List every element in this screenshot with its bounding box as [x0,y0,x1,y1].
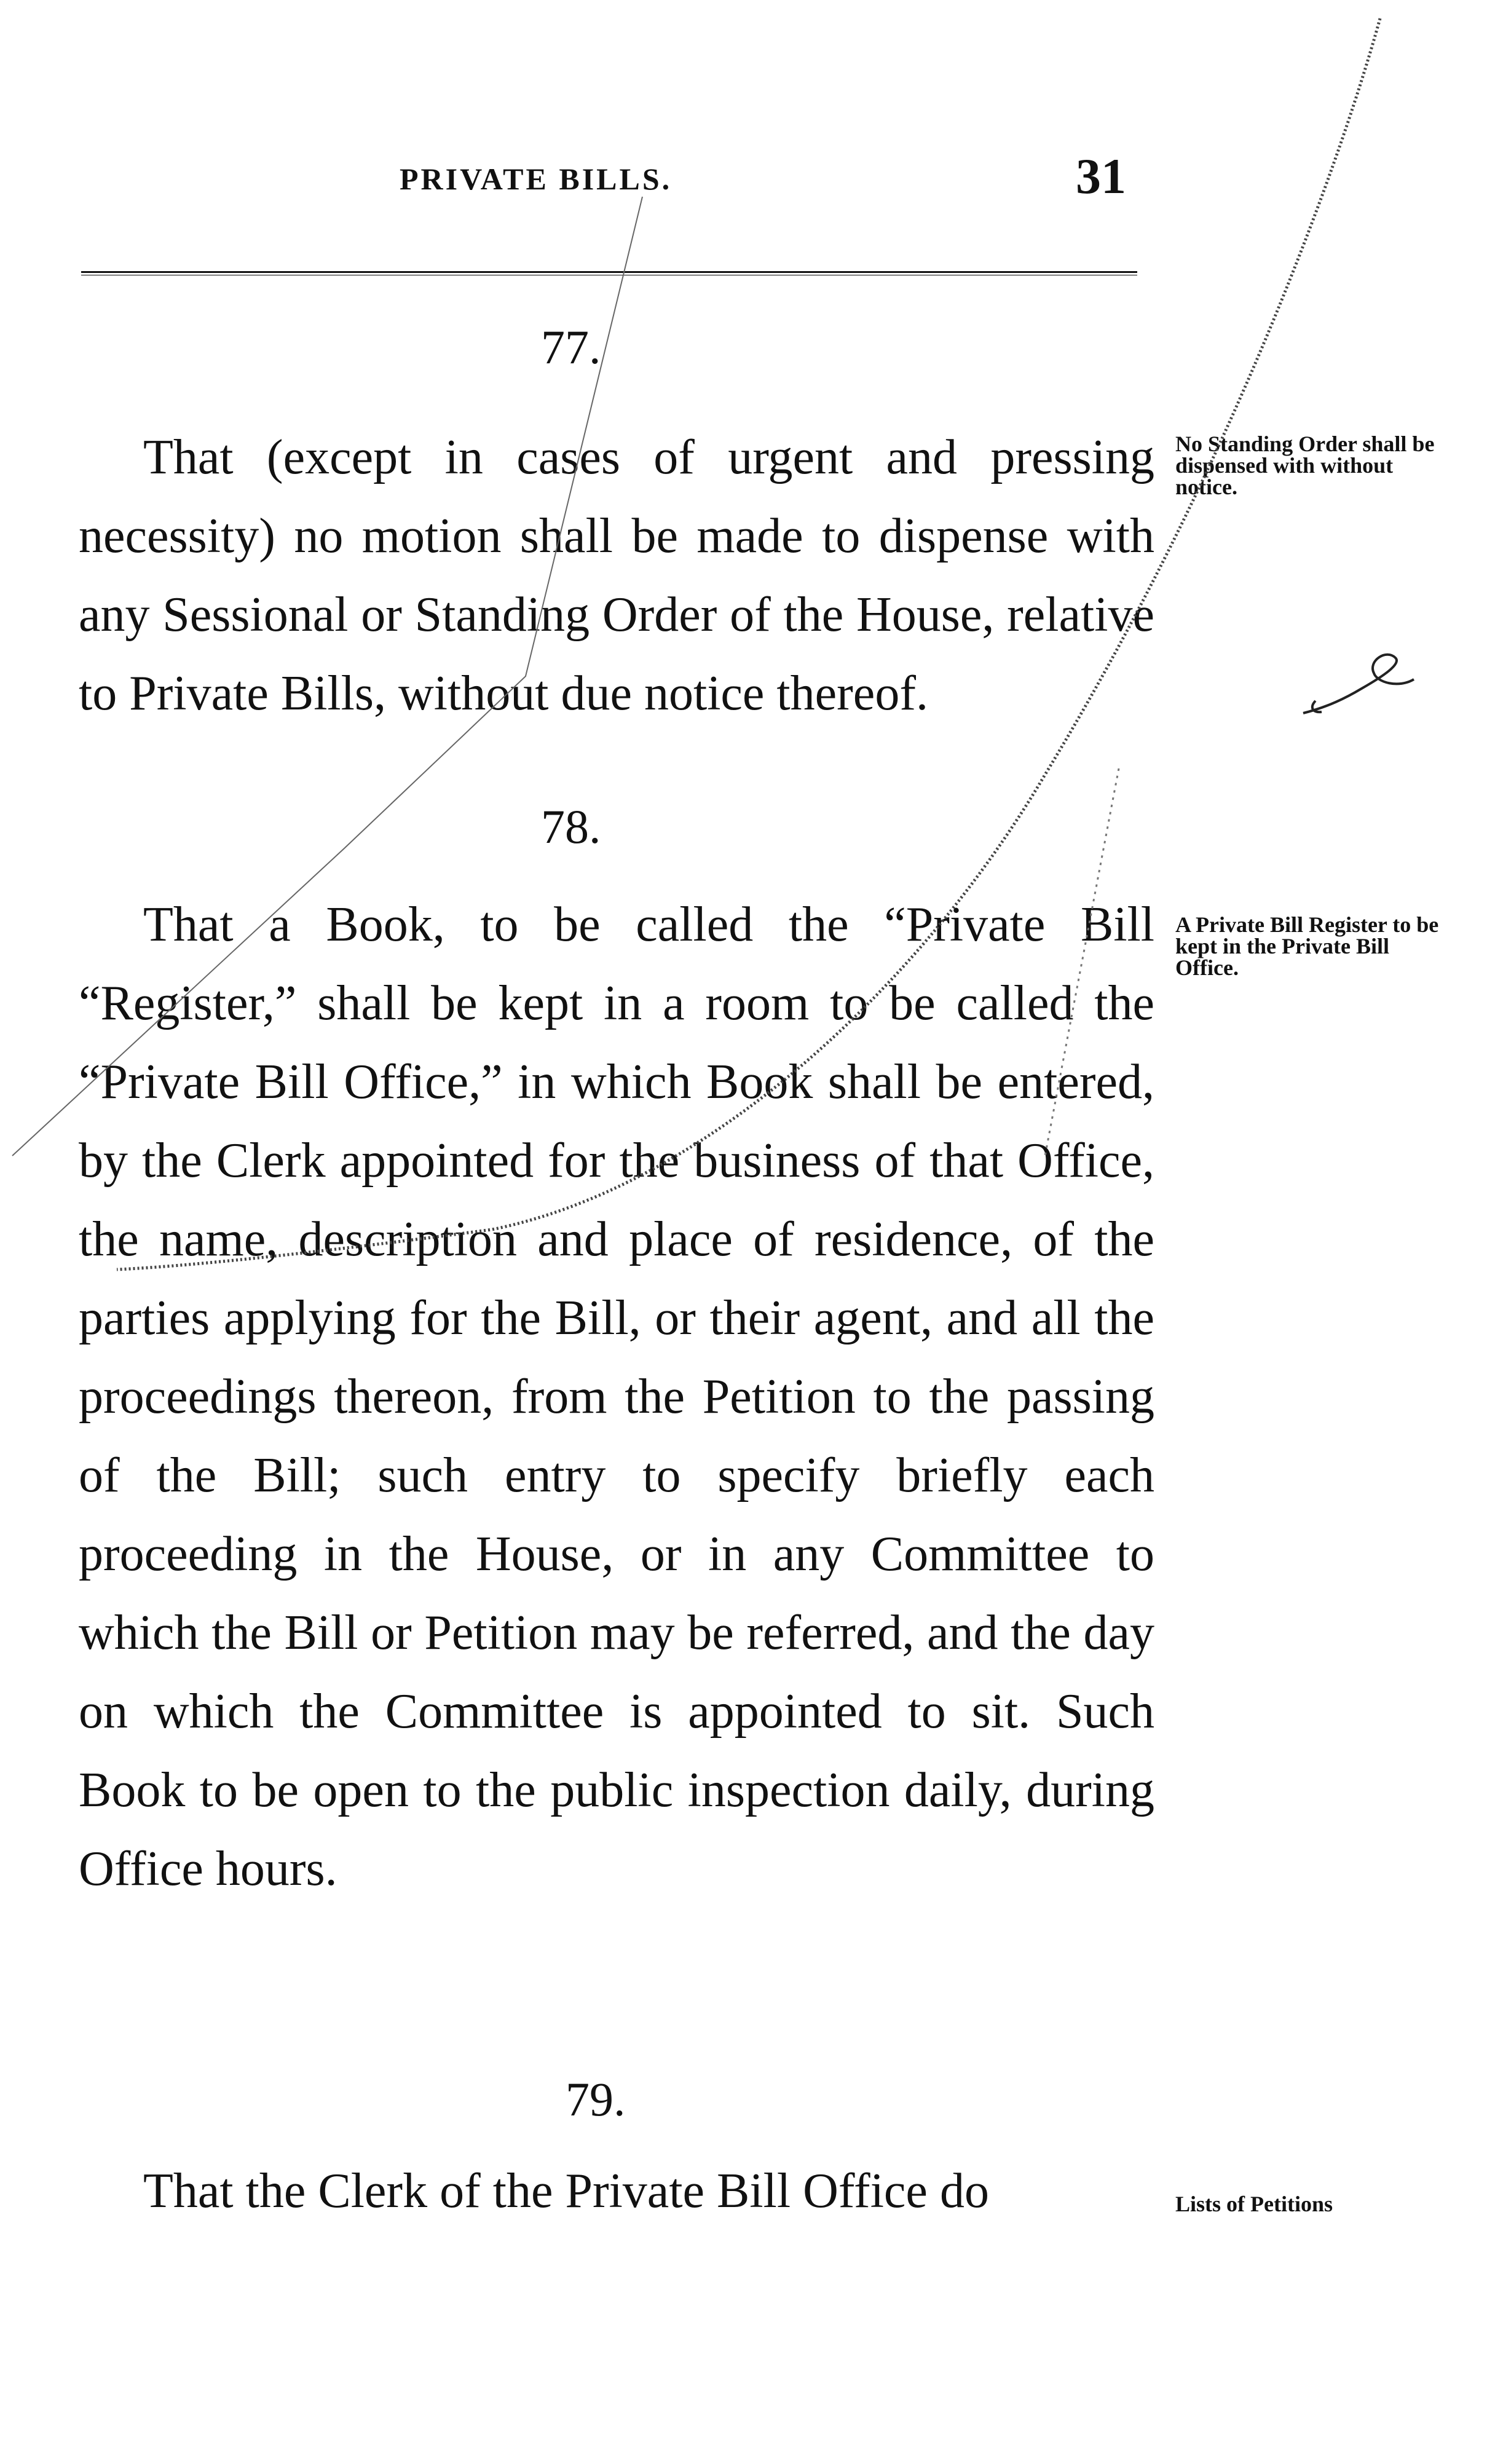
margin-note-79: Lists of Petitions [1175,2192,1333,2216]
section-text-78: That a Book, to be called the “Private Bill “Register,” shall be kept in a room to be called the “Private Bill Office,” in which Book shall be entered, by the Clerk appointed for the business of that Office, the name, description and place of residence, of the parties applying for the Bill, or their agent, and all the proceedings thereon, from the Petition to the passing of the Bill; such entry to specify briefly each proceeding in the House, or in any Committee to which the Bill or Petition may be referred, and the day on which the Committee is appointed to sit. Such Book to be open to the public inspection daily, during Office hours. [79,898,1154,1896]
header-title: PRIVATE BILLS. [400,162,673,196]
margin-note-78: A Private Bill Register to be kept in the Private Bill Office. [1175,912,1439,980]
page-number: 31 [1076,148,1126,204]
section-number-77: 77. [541,320,601,374]
section-text-79: That the Clerk of the Private Bill Office do [143,2164,989,2218]
pen-squiggle-tail [1312,701,1322,712]
pen-squiggle [1303,655,1414,713]
section-text-77: That (except in cases of urgent and pressing necessity) no motion shall be made to dispense with any Sessional or Standing Order of the House, relative to Private Bills, without due notice thereof. [79,430,1154,721]
section-number-79: 79. [566,2072,626,2126]
section-number-78: 78. [541,800,601,853]
header-rule [81,271,1137,275]
margin-note-77: No Standing Order shall be dispensed with without notice. [1175,432,1435,499]
